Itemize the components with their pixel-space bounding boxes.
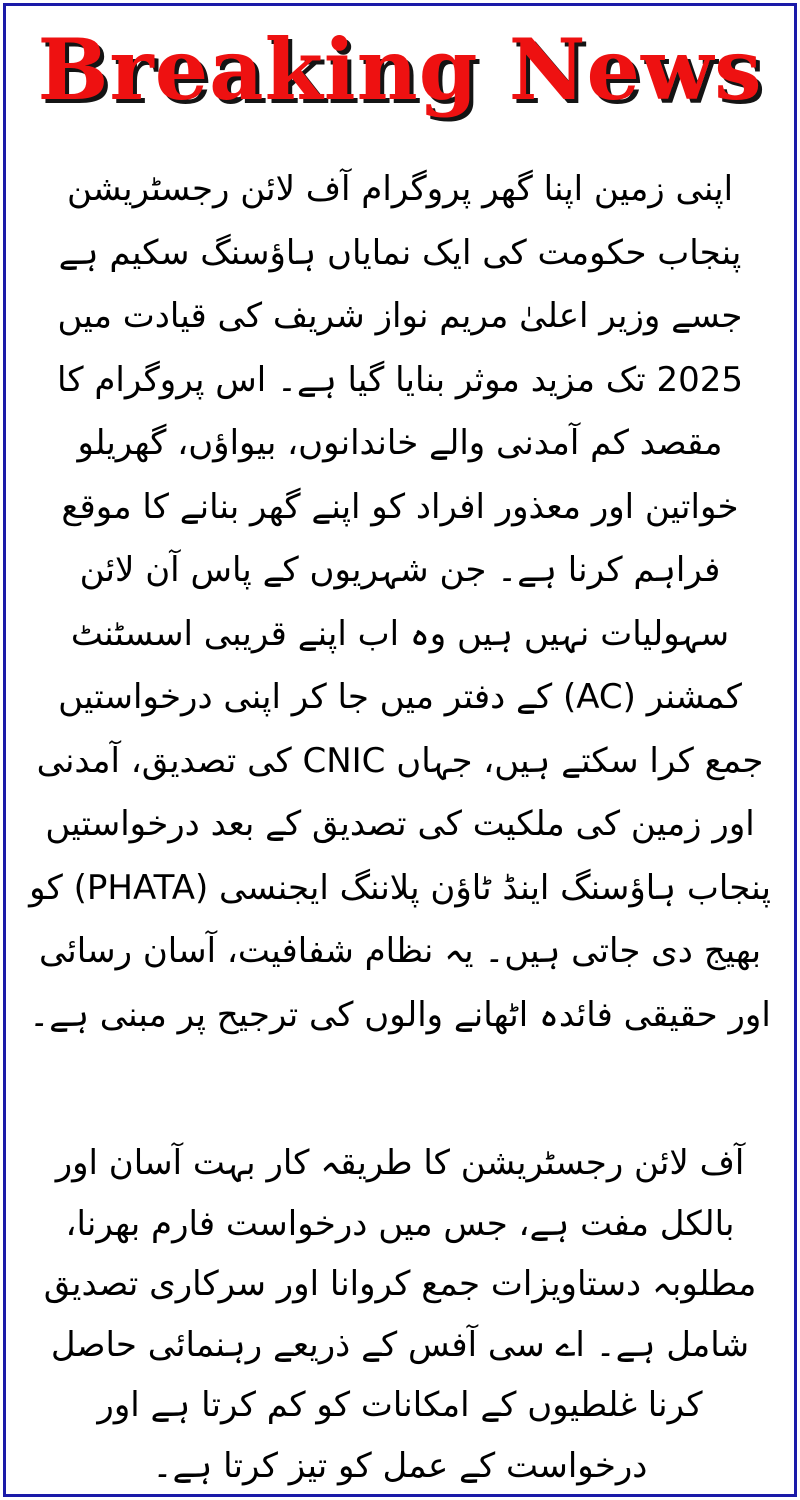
article-frame [3, 3, 797, 1497]
article-paragraph-1: اپنی زمین اپنا گھر پروگرام آف لائن رجسٹریشن پنجاب حکومت کی ایک نمایاں ہاؤسنگ سکیم ہے جسے وزیر اعلیٰ مریم نواز شریف کی قیادت میں 2025 تک مزید موثر بنایا گیا ہے۔ اس پروگرام کا مقصد کم آمدنی والے خاندانوں، بیواؤں، گھریلو خواتین اور معذور افراد کو اپنے گھر بنانے کا موقع فراہم کرنا ہے۔ جن شہریوں کے پاس آن لائن سہولیات نہیں ہیں وہ اب اپنے قریبی اسسٹنٹ کمشنر (AC) کے دفتر میں جا کر اپنی درخواستیں جمع کرا سکتے ہیں، جہاں CNIC کی تصدیق، آمدنی اور زمین کی ملکیت کی تصدیق کے بعد درخواستیں پنجاب ہاؤسنگ اینڈ ٹاؤن پلاننگ ایجنسی (PHATA) کو بھیج دی جاتی ہیں۔ یہ نظام شفافیت، آسان رسائی اور حقیقی فائدہ اٹھانے والوں کی ترجیح پر مبنی ہے۔ [29, 169, 771, 1035]
article-paragraph-2: آف لائن رجسٹریشن کا طریقہ کار بہت آسان اور بالکل مفت ہے، جس میں درخواست فارم بھرنا، مطلوبہ دستاویزات جمع کروانا اور سرکاری تصدیق شامل ہے۔ اے سی آفس کے ذریعے رہنمائی حاصل کرنا غلطیوں کے امکانات کو کم کرتا ہے اور درخواست کے عمل کو تیز کرتا ہے۔ [43, 1143, 757, 1486]
breaking-news-headline: Breaking News [37, 20, 763, 119]
